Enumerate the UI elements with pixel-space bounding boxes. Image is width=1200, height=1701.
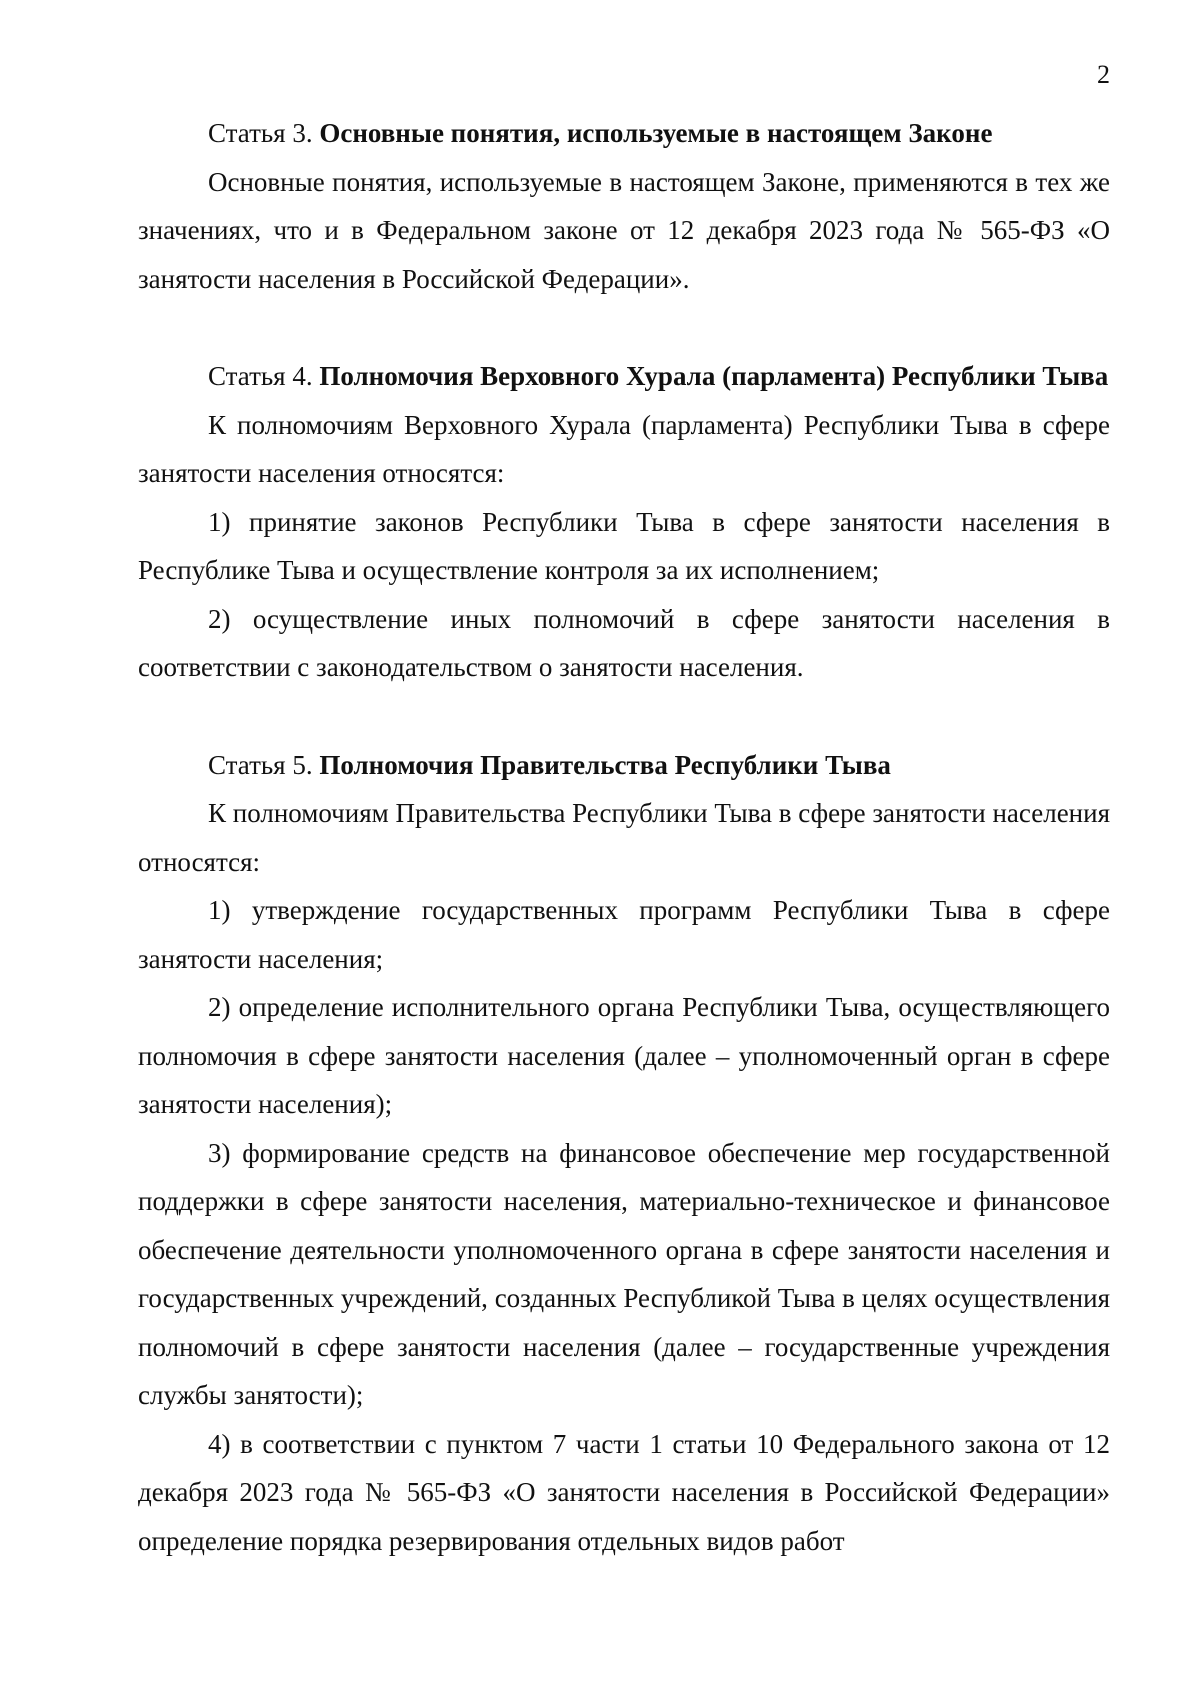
page-number: 2 [1097, 60, 1110, 89]
article-3-paragraph-1: Основные понятия, используемые в настоящем Законе, применяются в тех же значениях, что и в Федеральном законе от 12 декабря 2023 года № 565-ФЗ «О занятости населения в Российской Федерации». [138, 166, 1110, 294]
article-3-label: Статья 3. [208, 118, 320, 148]
article-5-label: Статья 5. [208, 749, 320, 780]
spacer [138, 303, 1110, 352]
article-4-label: Статья 4. [208, 361, 320, 391]
spacer [138, 692, 1110, 741]
article-5-heading [138, 741, 1110, 790]
article-4-paragraph-2: 1) принятие законов Республики Тыва в сфере занятости населения в Республике Тыва и осуществление контроля за их исполнением; [138, 506, 1110, 585]
article-3-heading [138, 109, 1110, 158]
article-4-heading [138, 352, 1110, 401]
article-5-paragraph-5: 4) в соответствии с пунктом 7 части 1 статьи 10 Федерального закона от 12 декабря 2023 года № 565-ФЗ «О занятости населения в Российской Федерации» определение порядка резервирования отдельных видов работ [138, 1428, 1110, 1556]
article-5-title: Полномочия Правительства Республики Тыва [319, 749, 891, 780]
article-5-paragraph-4: 3) формирование средств на финансовое обеспечение мер государственной поддержки в сфере занятости населения, материально-техническое и финансовое обеспечение деятельности уполномоченного органа в сфере занятости населения и государственных учреждений, созданных Республикой Тыва в целях осуществления полномочий в сфере занятости населения (далее – государственные учреждения службы занятости); [138, 1137, 1110, 1410]
article-3-title: Основные понятия, используемые в настоящем Законе [319, 118, 993, 148]
article-4-paragraph-1: К полномочиям Верховного Хурала (парламента) Республики Тыва в сфере занятости населения относятся: [138, 409, 1110, 488]
article-4-paragraph-3: 2) осуществление иных полномочий в сфере занятости населения в соответствии с законодательством о занятости населения. [138, 603, 1110, 682]
article-5-paragraph-2: 1) утверждение государственных программ Республики Тыва в сфере занятости населения; [138, 895, 1110, 974]
article-5-paragraph-3: 2) определение исполнительного органа Республики Тыва, осуществляющего полномочия в сфере занятости населения (далее – уполномоченный орган в сфере занятости населения); [138, 992, 1110, 1119]
article-4-title: Полномочия Верховного Хурала (парламента) Республики Тыва [319, 361, 1109, 391]
document-body [138, 109, 1110, 1565]
article-5-paragraph-1: К полномочиям Правительства Республики Тыва в сфере занятости населения относятся: [138, 798, 1110, 877]
